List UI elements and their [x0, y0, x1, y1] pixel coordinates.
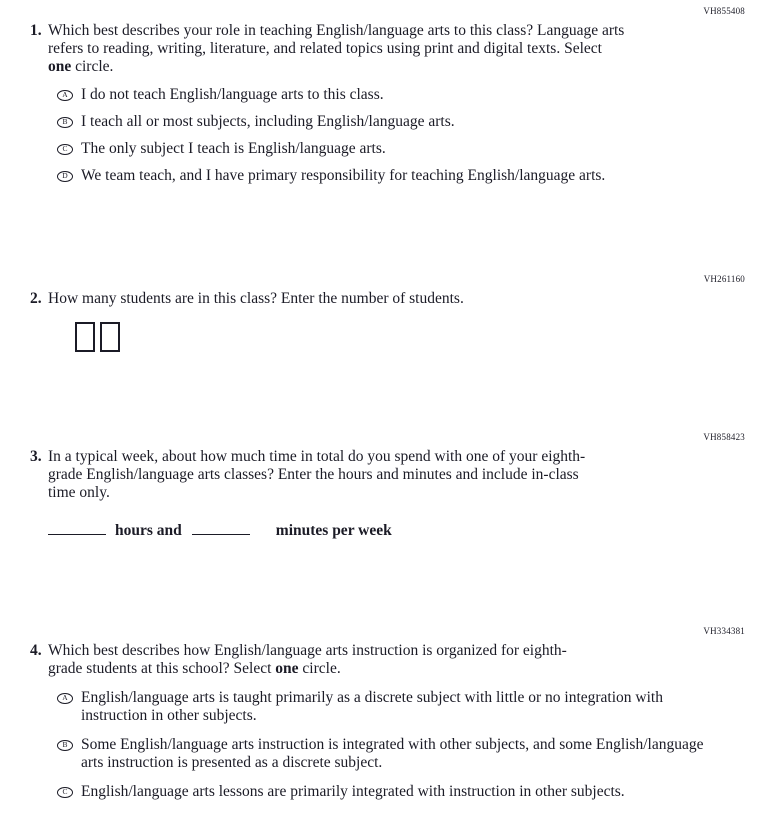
question-3-prompt: In a typical week, about how much time in total do you spend with one of your eighth-grade English/language arts classes? Enter the hours and minutes and include in-class time only.: [48, 448, 586, 501]
option-row: [48, 113, 745, 131]
option-label: I teach all or most subjects, including English/language arts.: [81, 113, 455, 130]
student-count-entry: [75, 322, 745, 352]
hours-label: hours and: [115, 522, 182, 539]
prompt-text: Which best describes your role in teaching English/language arts to this class? Language arts refers to reading, writing, literature, and related topics using print and digital texts. Select: [48, 22, 625, 57]
question-4-prompt: [48, 642, 586, 678]
students-digit-box-2[interactable]: [100, 322, 120, 352]
question-1-options: [48, 86, 745, 185]
bubble-letter: C: [62, 144, 68, 154]
bubble-letter: B: [62, 117, 68, 127]
option-label: The only subject I teach is English/language arts.: [81, 140, 386, 157]
option-row: [48, 140, 745, 158]
question-4-section: [30, 626, 745, 812]
option-row: [48, 167, 745, 185]
students-digit-box-1[interactable]: [75, 322, 95, 352]
option-row: [48, 736, 745, 772]
option-row: [48, 86, 745, 104]
minutes-label: minutes per week: [275, 522, 392, 539]
question-4-options: [48, 689, 745, 801]
question-1-section: [30, 6, 745, 194]
question-2-code: VH261160: [703, 274, 745, 284]
question-1-code: VH855408: [703, 6, 745, 16]
prompt-bold-text: one: [275, 660, 299, 677]
answer-bubble[interactable]: [57, 90, 73, 101]
option-label: We team teach, and I have primary responsibility for teaching English/language arts.: [81, 167, 606, 184]
bubble-letter: A: [62, 90, 68, 100]
option-label: English/language arts is taught primarily as a discrete subject with little or no integration with instruction in other subjects.: [81, 689, 663, 724]
prompt-text: circle.: [71, 58, 114, 75]
option-label: I do not teach English/language arts to this class.: [81, 86, 384, 103]
hours-blank[interactable]: [48, 520, 106, 535]
prompt-bold-text: one: [48, 58, 72, 75]
answer-bubble[interactable]: [57, 117, 73, 128]
question-2-prompt: How many students are in this class? Enter the number of students.: [48, 290, 464, 307]
option-label: English/language arts lessons are primarily integrated with instruction in other subjects.: [81, 783, 625, 800]
answer-bubble[interactable]: [57, 787, 73, 798]
bubble-letter: B: [62, 740, 68, 750]
question-3-code: VH858423: [703, 432, 745, 442]
prompt-text: circle.: [298, 660, 341, 677]
question-4-code: VH334381: [703, 626, 745, 636]
answer-bubble[interactable]: [57, 693, 73, 704]
question-1-prompt: [48, 22, 626, 76]
bubble-letter: C: [62, 787, 68, 797]
option-label: Some English/language arts instruction is integrated with other subjects, and some English/language arts instruction is presented as a discrete subject.: [81, 736, 704, 771]
bubble-letter: A: [62, 693, 68, 703]
question-4-number: 4.: [30, 642, 42, 659]
question-3-number: 3.: [30, 448, 42, 465]
answer-bubble[interactable]: [57, 144, 73, 155]
question-3-section: [30, 432, 745, 540]
bubble-letter: D: [62, 171, 68, 181]
option-row: [48, 783, 745, 801]
answer-bubble[interactable]: [57, 740, 73, 751]
time-entry-row: [48, 520, 745, 540]
question-1-number: 1.: [30, 22, 42, 39]
question-2-number: 2.: [30, 290, 42, 307]
option-row: [48, 689, 745, 725]
prompt-text: Which best describes how English/language arts instruction is organized for eighth-grade students at this school? Select: [48, 642, 567, 677]
answer-bubble[interactable]: [57, 171, 73, 182]
minutes-blank[interactable]: [192, 520, 250, 535]
question-2-section: [30, 274, 745, 352]
